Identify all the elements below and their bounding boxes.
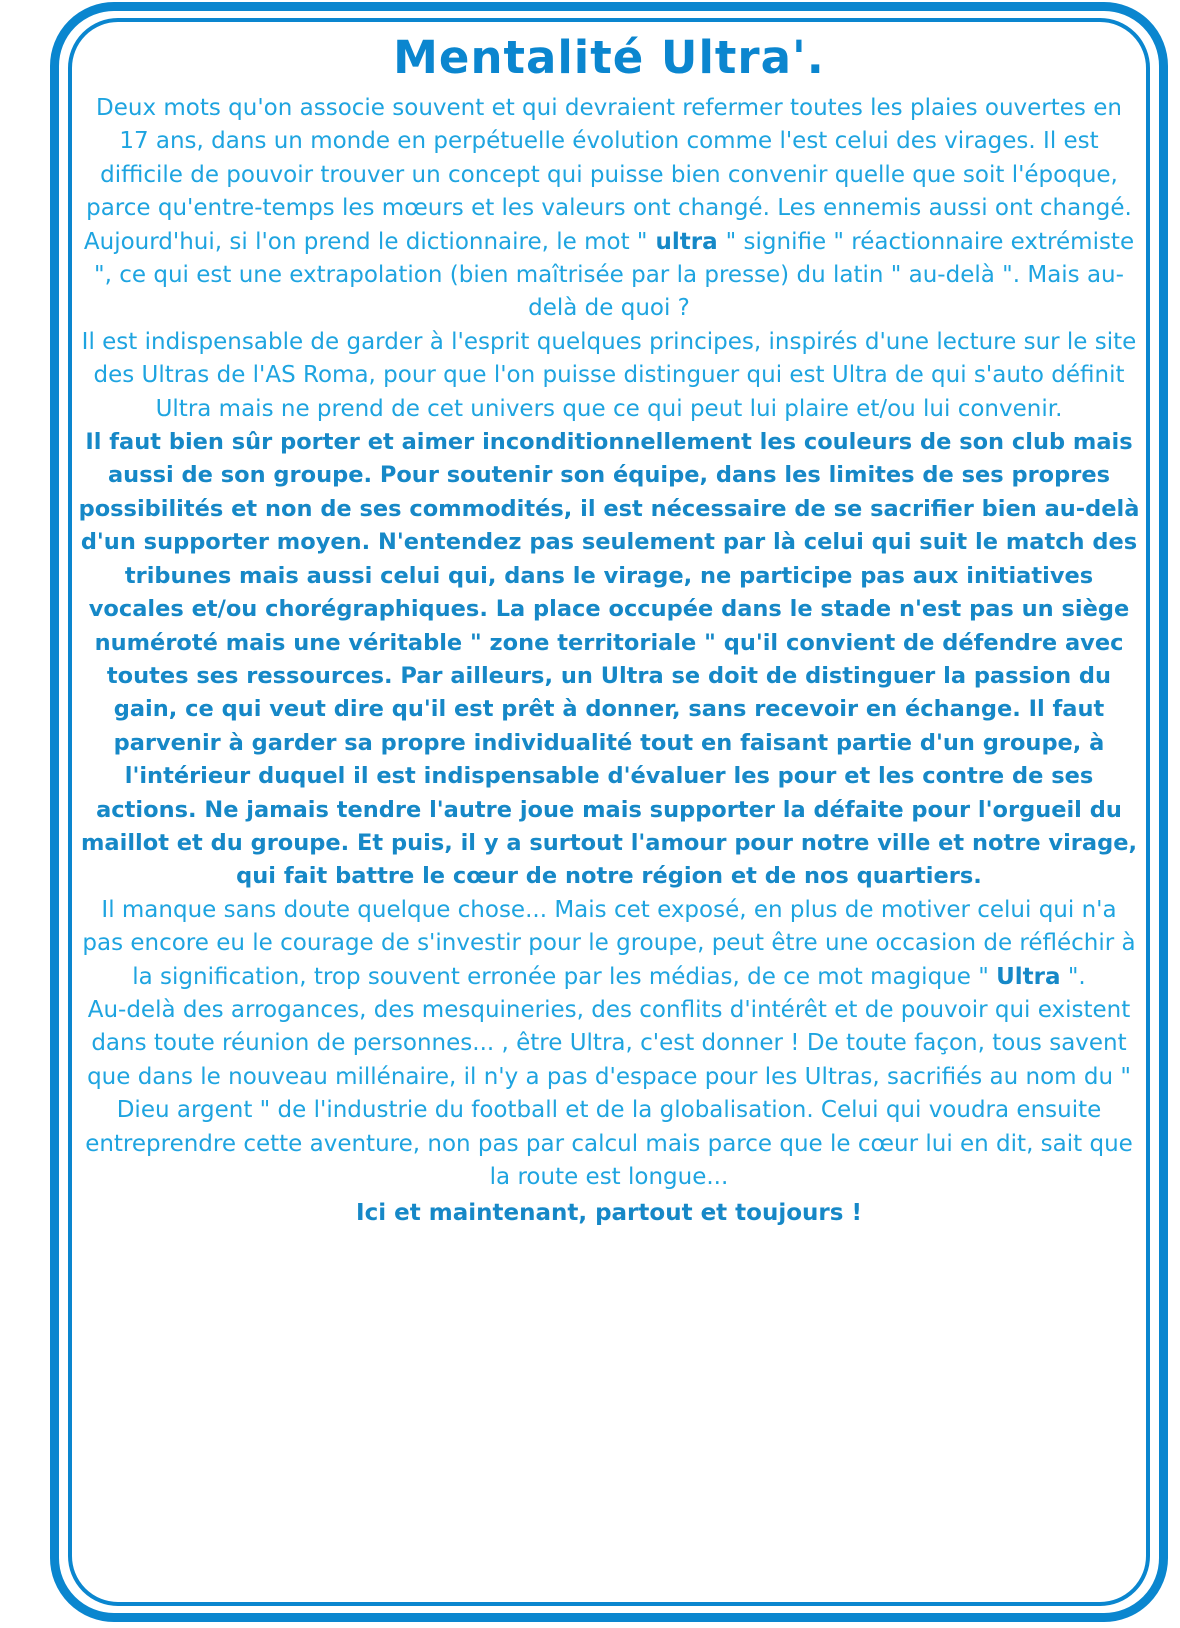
manifesto-paragraph: Il faut bien sûr porter et aimer inconditionnellement les couleurs de son club mais aussi de son groupe. Pour soutenir son équipe, dans les limites de ses propres possibilités et non de ses commodités, il est nécessaire de se sacrifier bien au-delà d'un supporter moyen. N'entendez pas seulement par là celui qui suit le match des tribunes mais aussi celui qui, dans le virage, ne participe pas aux initiatives vocales et/ou chorégraphiques. La place occupée dans le stade n'est pas un siège numéroté mais une véritable " zone territoriale " qu'il convient de défendre avec toutes ses ressources. Par ailleurs, un Ultra se doit de distinguer la passion du gain, ce qui veut dire qu'il est prêt à donner, sans recevoir en échange. Il faut parvenir à garder sa propre individualité tout en faisant partie d'un groupe, à l'intérieur duquel il est indispensable d'évaluer les pour et les contre de ses actions. Ne jamais tendre l'autre joue mais supporter la défaite pour l'orgueil du maillot et du groupe. Et puis, il y a surtout l'amour pour notre ville et notre virage, qui fait battre le cœur de notre région et de nos quartiers.	[78, 429, 1140, 890]
intro-paragraph: Deux mots qu'on associe souvent et qui devraient refermer toutes les plaies ouvertes en 17 ans, dans un monde en perpétuelle évolution comme l'est celui des virages. Il est difficile de pouvoir trouver un concept qui puisse bien convenir quelle que soit l'époque, parce qu'entre-temps les mœurs et les valeurs ont changé. Les ennemis aussi ont changé.	[86, 95, 1132, 222]
principles-paragraph: Il est indispensable de garder à l'esprit quelques principes, inspirés d'une lecture sur le site des Ultras de l'AS Roma, pour que l'on puisse distinguer qui est Ultra de qui s'auto définit Ultra mais ne prend de cet univers que ce qui peut lui plaire et/ou lui convenir.	[81, 328, 1137, 422]
definition-text-after: " signifie " réactionnaire extrémiste ", ce qui est une extrapolation (bien maîtrisée par la presse) du latin " au-delà ". Mais au-delà de quoi ?	[94, 228, 1135, 322]
definition-paragraph	[78, 226, 1140, 326]
definition-text-before: Aujourd'hui, si l'on prend le dictionnaire, le mot "	[83, 228, 648, 255]
reflection-paragraph	[78, 894, 1140, 994]
article-body	[74, 22, 1144, 1582]
reflection-text-before: Il manque sans doute quelque chose... Mais cet exposé, en plus de motiver celui qui n'a pas encore eu le courage de s'investir pour le groupe, peut être une occasion de réfléchir à la signification, trop souvent erronée par les médias, de ce mot magique "	[82, 896, 1136, 990]
closing-slogan: Ici et maintenant, partout et toujours !	[356, 1200, 862, 1227]
conclusion-paragraph: Au-delà des arrogances, des mesquineries, des conflits d'intérêt et de pouvoir qui existent dans toute réunion de personnes... , être Ultra, c'est donner ! De toute façon, tous savent que dans le nouveau millénaire, il n'y a pas d'espace pour les Ultras, sacrifiés au nom du " Dieu argent " de l'industrie du football et de la globalisation. Celui qui voudra ensuite entreprendre cette aventure, non pas par calcul mais parce que le cœur lui en dit, sait que la route est longue...	[85, 996, 1133, 1190]
page-title: Mentalité Ultra'.	[393, 31, 825, 84]
ultra-keyword-2: Ultra	[996, 963, 1061, 990]
reflection-text-after: ".	[1060, 963, 1086, 990]
ultra-keyword: ultra	[647, 228, 726, 255]
